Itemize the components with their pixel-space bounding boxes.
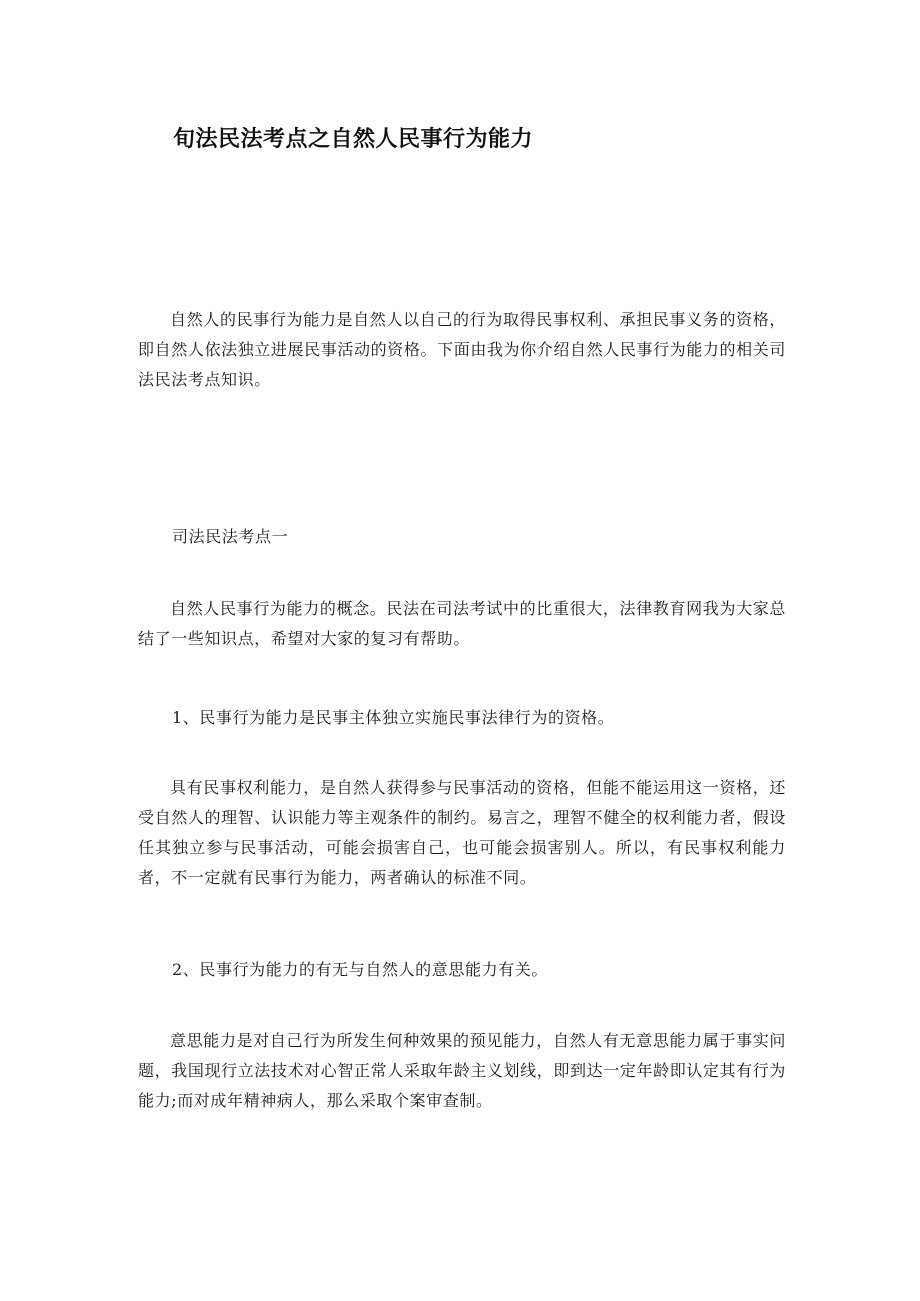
intent-capacity-paragraph: 意思能力是对自己行为所发生何种效果的预见能力，自然人有无意思能力属于事实问题，我国现行立法技术对心智正常人采取年龄主义划线，即到达一定年龄即认定其有行为能力;而对成年精神病人，那么采取个案审查制。 [138,1031,786,1110]
point-2-heading: 2、民事行为能力的有无与自然人的意思能力有关。 [172,960,548,979]
concept-paragraph: 自然人民事行为能力的概念。民法在司法考试中的比重很大，法律教育网我为大家总结了一些知识点，希望对大家的复习有帮助。 [138,599,786,648]
document-title: 旬法民法考点之自然人民事行为能力 [173,127,534,152]
section-heading: 司法民法考点一 [172,527,289,546]
rights-capacity-paragraph: 具有民事权利能力，是自然人获得参与民事活动的资格，但能不能运用这一资格，还受自然人的理智、认识能力等主观条件的制约。易言之，理智不健全的权利能力者，假设任其独立参与民事活动，可能会损害自己，也可能会损害别人。所以，有民事权利能力者，不一定就有民事行为能力，两者确认的标准不同。 [138,778,786,887]
intro-paragraph: 自然人的民事行为能力是自然人以自己的行为取得民事权利、承担民事义务的资格，即自然人依法独立进展民事活动的资格。下面由我为你介绍自然人民事行为能力的相关司法民法考点知识。 [138,310,786,389]
point-1-heading: 1、民事行为能力是民事主体独立实施民事法律行为的资格。 [172,708,615,727]
